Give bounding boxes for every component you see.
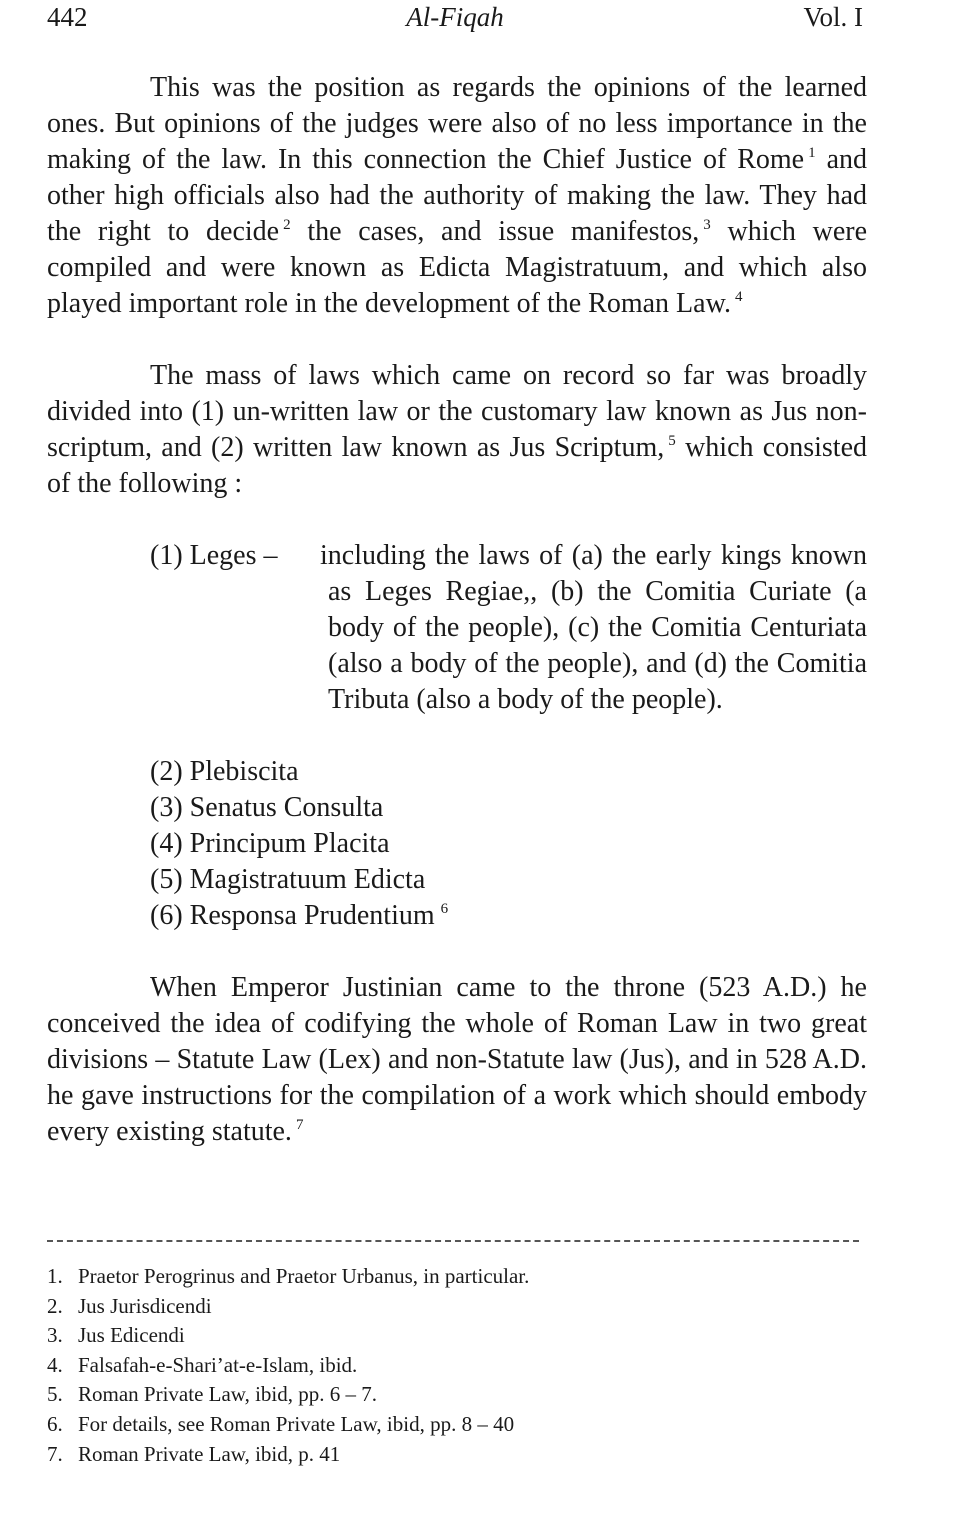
list-item [150,898,867,934]
footnote-ref[interactable]: 4 [735,289,743,305]
list-item: (2) Plebiscita [150,756,299,787]
footnote [47,1321,867,1351]
footnote-text: Praetor Perogrinus and Praetor Urbanus, in particular. [78,1264,530,1288]
footnote-divider [47,1240,859,1242]
footnote [47,1262,867,1292]
footnote-ref[interactable]: 2 [283,217,291,233]
footnote [47,1410,867,1440]
footnote-text: For details, see Roman Private Law, ibid, pp. 8 – 40 [78,1411,515,1436]
footnote-ref[interactable]: 1 [808,145,816,161]
text-segment: which consisted of the following : [47,432,868,499]
page-number: 442 [47,2,88,32]
page-body [47,70,867,1150]
volume-label: Vol. I [803,2,863,32]
footnote-text: Roman Private Law, ibid, pp. 6 – 7. [78,1382,378,1407]
list-item-text: (6) Responsa Prudentium [150,900,435,931]
footnote-text: Roman Private Law, ibid, p. 41 [78,1441,341,1466]
footnote [47,1380,867,1410]
sources-list [150,754,867,934]
footnote-ref[interactable]: 5 [668,433,676,449]
text-segment: This was the position as regards the opinions of the learned ones. But opinions of the judges were also of no less importance in the making of the law. In this connection the Chief Justice of Rome [47,72,867,175]
list-item-leges [150,538,867,718]
book-title: Al-Fiqah [406,2,504,32]
text-segment: the cases, and issue manifestos, [307,216,700,247]
footnote-number: 5. [47,1382,63,1407]
list-item: (5) Magistratuum Edicta [150,864,426,895]
footnote-number: 3. [47,1323,63,1348]
leges-text: including the laws of (a) the early kings known as Leges Regiae,, (b) the Comitia Curiate (a body of the people), (c) the Comitia Centuriata (also a body of the people), and (d) the Comitia Tributa (also a body of the people). [320,540,867,715]
footnote-number: 2. [47,1293,63,1318]
paragraph-mass-of-laws [47,358,867,502]
footnotes [47,1262,867,1469]
footnote-ref[interactable]: 3 [703,217,711,233]
footnote-text: Jus Edicendi [78,1323,185,1348]
footnote-number: 4. [47,1352,63,1377]
footnote-ref[interactable]: 7 [295,1117,304,1133]
text-segment: When Emperor Justinian came to the throne (523 A.D.) he conceived the idea of codifying the whole of Roman Law in two great divisions – Statute Law (Lex) and non-Statute law (Jus), and in 528 A.D. he gave instructions for the compilation of a work which should embody every existing statute. [47,972,867,1147]
text-segment: which were compiled and were known as Edicta Magistratuum, and which also played important role in the development of the Roman Law. [47,216,868,319]
footnote [47,1292,867,1322]
list-item-leges-label: (1) Leges – [150,540,278,571]
running-header [47,0,863,34]
text-segment: The mass of laws which came on record so far was broadly divided into (1) un-written law or the customary law known as Jus non-scriptum, and (2) written law known as Jus Scriptum, [47,360,867,463]
footnote-number: 7. [47,1441,63,1466]
paragraph-judges [47,70,867,322]
footnote-ref[interactable]: 6 [440,901,449,917]
footnote-number: 1. [47,1264,63,1288]
footnote-text: Falsafah-e-Shari’at-e-Islam, ibid. [78,1352,358,1377]
footnote [47,1351,867,1381]
list-item: (3) Senatus Consulta [150,792,384,823]
footnote-number: 6. [47,1411,63,1436]
paragraph-justinian [47,970,867,1150]
footnote-text: Jus Jurisdicendi [78,1293,212,1318]
footnote [47,1440,867,1470]
list-item: (4) Principum Placita [150,828,390,859]
list-item-leges-description [320,538,867,718]
text-segment: and other high officials also had the authority of making the law. They had the right to decide [47,144,868,247]
